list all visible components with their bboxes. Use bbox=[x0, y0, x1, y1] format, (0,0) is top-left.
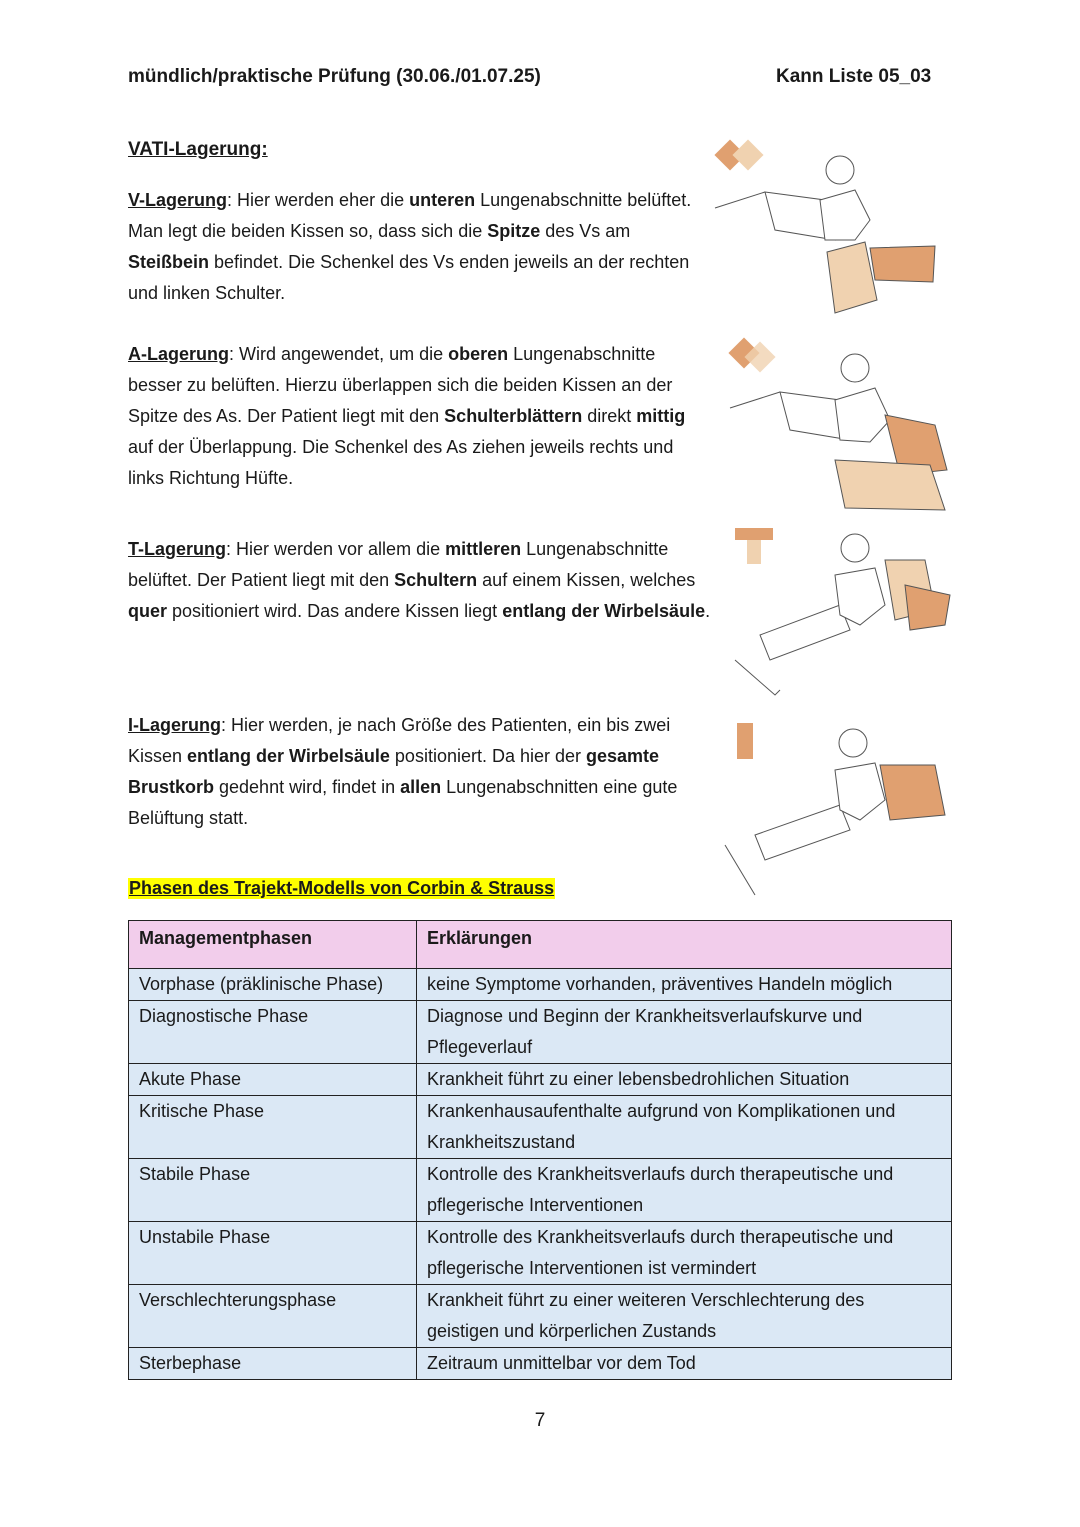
paragraph-t-lagerung bbox=[128, 534, 713, 627]
table-row bbox=[129, 1096, 952, 1159]
table-row bbox=[129, 1348, 952, 1380]
page-number: 7 bbox=[534, 1410, 546, 1431]
phase-name-cell: Vorphase (präklinische Phase) bbox=[129, 969, 417, 1001]
bold-text: entlang der Wirbelsäule bbox=[187, 746, 390, 766]
column-header-erklaerungen: Erklärungen bbox=[417, 921, 952, 969]
paragraph-text: des Vs am bbox=[540, 221, 631, 241]
bold-text: Spitze bbox=[487, 221, 541, 241]
document-header-title: mündlich/praktische Prüfung (30.06./01.07.25) bbox=[128, 66, 541, 87]
paragraph-text: auf der Überlappung. Die Schenkel des As ziehen jeweils rechts und links Richtung Hüfte. bbox=[128, 437, 674, 488]
i-pillow-icon bbox=[737, 723, 753, 759]
a-lagerung-illustration bbox=[705, 330, 960, 515]
paragraph-text: Lungenabschnitte belüftet. Man legt die beiden Kissen so, dass sich die bbox=[128, 190, 692, 241]
phase-explanation-cell: Krankheit führt zu einer weiteren Verschlechterung des geistigen und körperlichen Zustands bbox=[417, 1285, 952, 1348]
bold-text: unteren bbox=[409, 190, 476, 210]
paragraph-a-lagerung bbox=[128, 339, 713, 494]
section-title-vati: VATI-Lagerung: bbox=[128, 139, 268, 160]
phase-name-cell: Unstabile Phase bbox=[129, 1222, 417, 1285]
phase-name-cell: Diagnostische Phase bbox=[129, 1001, 417, 1064]
phase-explanation-cell: keine Symptome vorhanden, präventives Handeln möglich bbox=[417, 969, 952, 1001]
paragraph-text: : Hier werden vor allem die bbox=[226, 539, 446, 559]
table-row bbox=[129, 1159, 952, 1222]
phase-name-cell: Sterbephase bbox=[129, 1348, 417, 1380]
bold-text: Steißbein bbox=[128, 252, 210, 272]
a-pillow-icon bbox=[728, 337, 775, 372]
document-header-list-id: Kann Liste 05_03 bbox=[776, 66, 932, 87]
phase-explanation-cell: Kontrolle des Krankheitsverlaufs durch therapeutische und pflegerische Interventionen bbox=[417, 1159, 952, 1222]
trajekt-model-title: Phasen des Trajekt-Modells von Corbin & Strauss bbox=[129, 878, 555, 898]
trajekt-phases-table bbox=[128, 920, 952, 1380]
paragraph-text: Lungenabschnitte belüftet. Der Patient liegt mit den bbox=[128, 539, 669, 590]
v-pillow-icon bbox=[714, 139, 763, 170]
t-lagerung-illustration bbox=[705, 520, 960, 705]
bold-text: entlang der Wirbelsäule bbox=[502, 601, 706, 621]
bold-text: allen bbox=[400, 777, 442, 797]
paragraph-label: I-Lagerung bbox=[128, 715, 221, 735]
paragraph-text: direkt bbox=[582, 406, 637, 426]
paragraph-v-lagerung bbox=[128, 185, 713, 309]
paragraph-text: : Wird angewendet, um die bbox=[229, 344, 449, 364]
bold-text: oberen bbox=[448, 344, 509, 364]
phase-explanation-cell: Diagnose und Beginn der Krankheitsverlaufskurve und Pflegeverlauf bbox=[417, 1001, 952, 1064]
t-pillow-icon bbox=[735, 528, 773, 564]
bold-text: mittig bbox=[636, 406, 686, 426]
table-row bbox=[129, 1001, 952, 1064]
v-lagerung-illustration bbox=[705, 130, 960, 315]
phase-explanation-cell: Zeitraum unmittelbar vor dem Tod bbox=[417, 1348, 952, 1380]
bold-text: Schulterblättern bbox=[444, 406, 583, 426]
phase-explanation-cell: Krankenhausaufenthalte aufgrund von Komplikationen und Krankheitszustand bbox=[417, 1096, 952, 1159]
paragraph-label: V-Lagerung bbox=[128, 190, 228, 210]
bold-text: Schultern bbox=[394, 570, 478, 590]
paragraph-text: positioniert. Da hier der bbox=[389, 746, 587, 766]
bold-text: quer bbox=[128, 601, 168, 621]
paragraph-text: auf einem Kissen, welches bbox=[477, 570, 696, 590]
phase-name-cell: Kritische Phase bbox=[129, 1096, 417, 1159]
table-row bbox=[129, 969, 952, 1001]
phase-explanation-cell: Krankheit führt zu einer lebensbedrohlichen Situation bbox=[417, 1064, 952, 1096]
table-row bbox=[129, 1222, 952, 1285]
paragraph-text: Lungenabschnitte besser zu belüften. Hierzu überlappen sich die beiden Kissen an der Spitze des As. Der Patient liegt mit den bbox=[128, 344, 673, 426]
phase-name-cell: Akute Phase bbox=[129, 1064, 417, 1096]
paragraph-label: T-Lagerung bbox=[128, 539, 226, 559]
paragraph-text: positioniert wird. Das andere Kissen liegt bbox=[167, 601, 503, 621]
phase-name-cell: Verschlechterungsphase bbox=[129, 1285, 417, 1348]
table-row bbox=[129, 1064, 952, 1096]
bold-text: mittleren bbox=[445, 539, 522, 559]
bold-text: gesamte Brustkorb bbox=[128, 746, 660, 797]
paragraph-text: gedehnt wird, findet in bbox=[214, 777, 401, 797]
paragraph-text: befindet. Die Schenkel des Vs enden jeweils an der rechten und linken Schulter. bbox=[128, 252, 690, 303]
phase-explanation-cell: Kontrolle des Krankheitsverlaufs durch therapeutische und pflegerische Interventionen ist vermindert bbox=[417, 1222, 952, 1285]
column-header-managementphasen: Managementphasen bbox=[129, 921, 417, 969]
paragraph-text: : Hier werden, je nach Größe des Patienten, ein bis zwei Kissen bbox=[128, 715, 671, 766]
paragraph-i-lagerung bbox=[128, 710, 713, 834]
phase-name-cell: Stabile Phase bbox=[129, 1159, 417, 1222]
table-row bbox=[129, 1285, 952, 1348]
i-lagerung-illustration bbox=[705, 715, 960, 900]
paragraph-text: Lungenabschnitten eine gute Belüftung statt. bbox=[128, 777, 678, 828]
paragraph-text: . bbox=[705, 601, 711, 621]
paragraph-label: A-Lagerung bbox=[128, 344, 229, 364]
paragraph-text: : Hier werden eher die bbox=[227, 190, 410, 210]
